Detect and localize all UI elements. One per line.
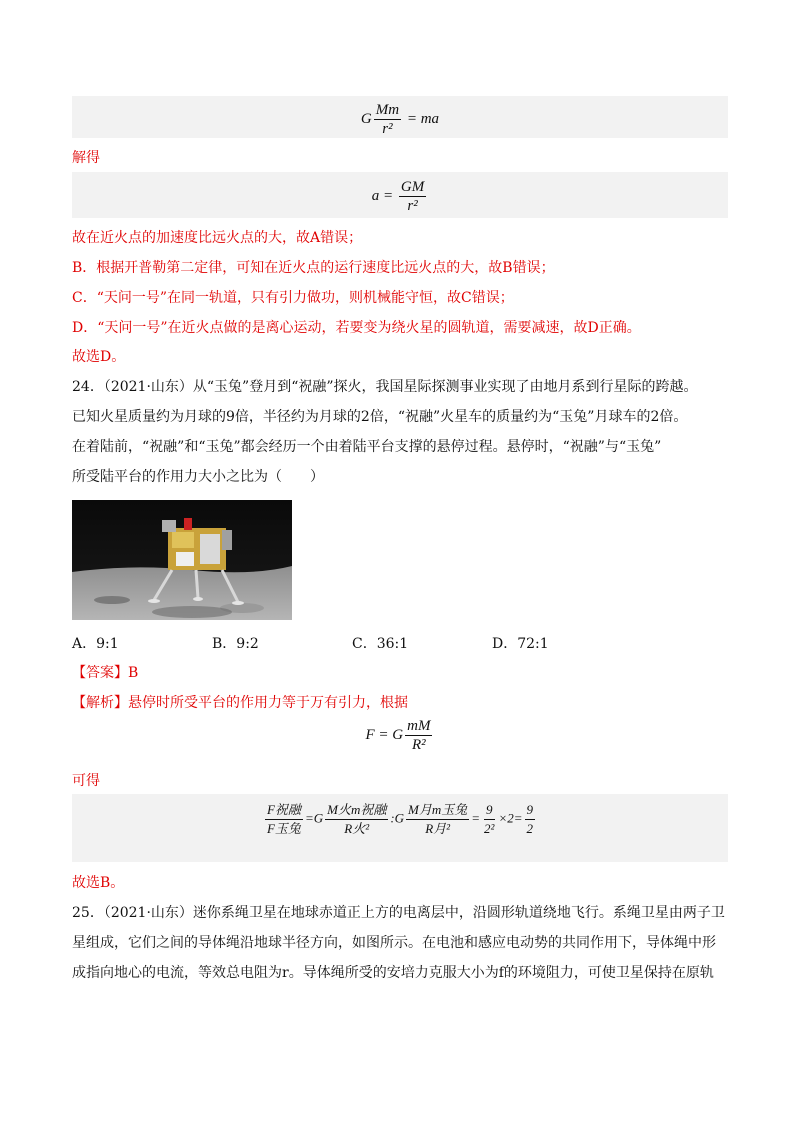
q24-line-4: 所受陆平台的作用力大小之比为（ ） — [72, 469, 324, 485]
fraction: $\frac{GM}{\text{r²}}$ — [400, 179, 425, 214]
formula-box-gravity — [72, 96, 728, 138]
explanation-b: B．根据开普勒第二定律，可知在近火点的运行速度比远火点的大，故B错误； — [72, 260, 555, 276]
fraction: $\frac{Mm}{\text{r²}}$ — [375, 102, 400, 137]
choice-d: 故选D。 — [72, 349, 126, 365]
formula-ratio: $\frac{\text{F祝融}}{\text{F玉兔}}$ =G $\frac{\text{M火m祝融}}{\text{R火²}}$ :G $\frac{\text{M月m玉兔}}{\text{R月²}}$ = $\frac{9}{\text{2²}}$ ×2= $\frac{9}{2}$ — [266, 802, 533, 836]
option-a[interactable]: A．9:1 — [72, 636, 119, 652]
formula-support-force: F = G $\frac{mM}{\text{R²}}$ — [365, 718, 431, 753]
q24-line-2: 已知火星质量约为月球的9倍，半径约为月球的2倍，“祝融”火星车的质量约为“玉兔”月球车的2倍。 — [72, 409, 688, 425]
option-b[interactable]: B．9:2 — [212, 636, 259, 652]
derive-label: 可得 — [72, 773, 100, 789]
formula-gravity: G $\frac{Mm}{\text{r²}}$ = ma — [360, 102, 440, 137]
zhurong-lander-photo — [72, 500, 292, 620]
explanation-a: 故在近火点的加速度比远火点的大，故A错误； — [72, 230, 363, 246]
analysis-line — [72, 693, 408, 713]
solve-label: 解得 — [72, 150, 100, 166]
formula-acceleration: a = $\frac{GM}{\text{r²}}$ — [371, 179, 425, 214]
explanation-c: C．“天问一号”在同一轨道，只有引力做功，则机械能守恒，故C错误； — [72, 290, 514, 306]
q24-line-3: 在着陆前，“祝融”和“玉兔”都会经历一个由着陆平台支撑的悬停过程。悬停时，“祝融”与“玉兔” — [72, 439, 662, 455]
fraction: $\frac{\text{M月m玉兔}}{\text{R月²}}$ — [408, 802, 468, 836]
formula-box-acceleration — [72, 172, 728, 218]
fraction: $\frac{\text{M火m祝融}}{\text{R火²}}$ — [327, 802, 387, 836]
analysis-text: 【解析】悬停时所受平台的作用力等于万有引力，根据 — [72, 695, 408, 711]
fraction: $\frac{mM}{\text{R²}}$ — [407, 718, 431, 753]
option-d[interactable]: D．72:1 — [492, 636, 549, 652]
q25-line-1: 25．（2021·山东）迷你系绳卫星在地球赤道正上方的电离层中，沿圆形轨道绕地飞行。系绳卫星由两子卫 — [72, 905, 725, 921]
explanation-d: D．“天问一号”在近火点做的是离心运动，若要变为绕火星的圆轨道，需要减速，故D正确。 — [72, 320, 641, 336]
fraction: $\frac{9}{\text{2²}}$ — [484, 802, 495, 836]
fraction: $\frac{\text{F祝融}}{\text{F玉兔}}$ — [266, 802, 301, 836]
fraction: $\frac{9}{2}$ — [526, 802, 533, 836]
q25-line-2: 星组成，它们之间的导体绳沿地球半径方向，如图所示。在电池和感应电动势的共同作用下，导体绳中形 — [72, 935, 716, 951]
formula-box-ratio — [72, 794, 728, 862]
q24-line-1: 24．（2021·山东）从“玉兔”登月到“祝融”探火，我国星际探测事业实现了由地月系到行星际的跨越。 — [72, 379, 698, 395]
q25-line-3: 成指向地心的电流，等效总电阻为r。导体绳所受的安培力克服大小为f的环境阻力，可使卫星保持在原轨 — [72, 965, 714, 981]
choice-b: 故选B。 — [72, 875, 125, 891]
option-c[interactable]: C．36:1 — [352, 636, 409, 652]
answer-label: 【答案】B — [72, 665, 139, 681]
